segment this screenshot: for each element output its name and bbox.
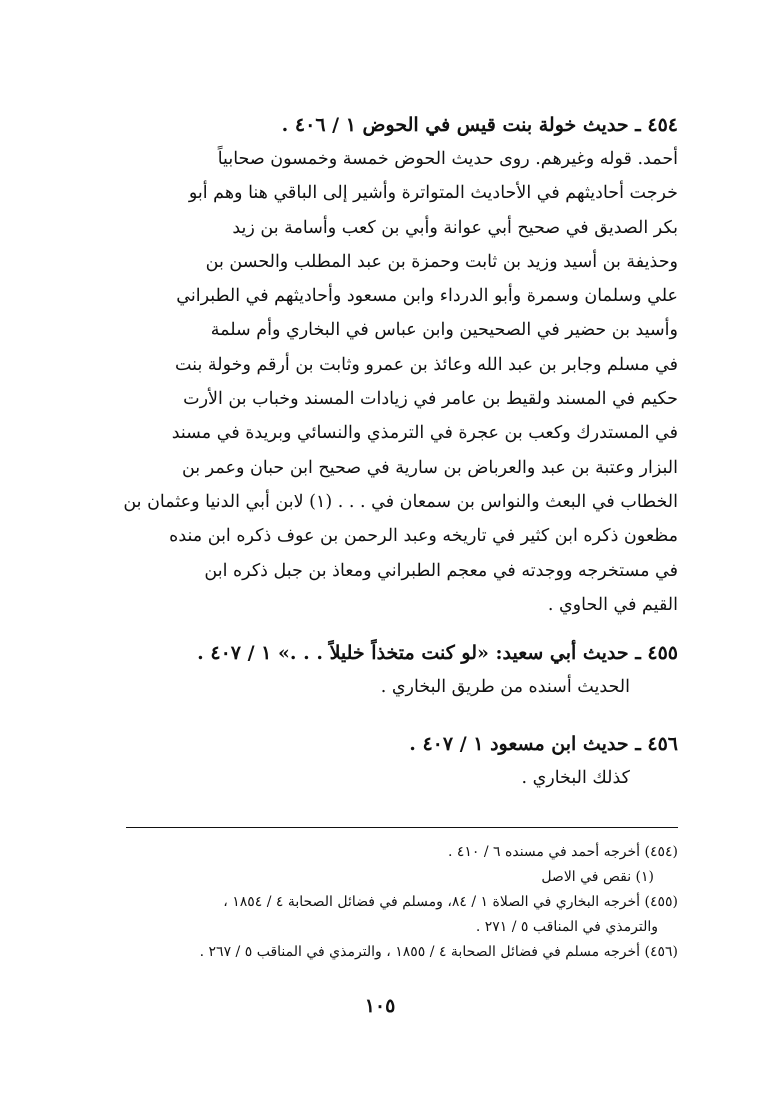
entry-line: في المستدرك وكعب بن عجرة في الترمذي والنسائي وبريدة في مسند (171, 423, 678, 444)
entry-heading: ٤٥٤ ـ حديث خولة بنت قيس في الحوض ١ / ٤٠٦ . (281, 114, 678, 136)
entry-line: الحديث أسنده من طريق البخاري . (380, 677, 630, 697)
entry-line: مظعون ذكره ابن كثير في تاريخه وعبد الرحمن بن عوف ذكره ابن منده (169, 526, 678, 547)
footnote: (١) نقص في الاصل (541, 869, 654, 885)
entry-line: حكيم في المسند ولقيط بن عامر في زيادات المسند وخباب بن الأرت (183, 389, 678, 410)
entry-line: أحمد. قوله وغيرهم. روى حديث الحوض خمسة وخمسون صحابياً (217, 149, 678, 169)
entry-455 (118, 636, 678, 704)
entry-line: القيم في الحاوي . (547, 594, 678, 615)
entry-line: البزار وعتبة بن عبد والعرباض بن سارية في صحيح ابن حبان وعمر بن (181, 457, 678, 478)
entry-line: الخطاب في البعث والنواس بن سمعان في . . . (١) لابن أبي الدنيا وعثمان بن (123, 491, 678, 512)
footnote-divider (126, 827, 678, 828)
entry-heading: ٤٥٦ ـ حديث ابن مسعود ١ / ٤٠٧ . (409, 733, 678, 755)
entry-heading: ٤٥٥ ـ حديث أبي سعيد: «لو كنت متخذاً خليلاً . . .» ١ / ٤٠٧ . (197, 642, 678, 664)
entry-line: كذلك البخاري . (521, 768, 630, 788)
entry-line: وحذيفة بن أسيد وزيد بن ثابت وحمزة بن عبد المطلب والحسن بن (205, 251, 678, 272)
entry-454 (118, 108, 678, 622)
entry-line: في مسلم وجابر بن عبد الله وعائذ بن عمرو وثابت بن أرقم وخولة بنت (174, 354, 678, 375)
page-number: ١٠٥ (364, 995, 396, 1017)
entry-line: بكر الصديق في صحيح أبي عوانة وأبي بن كعب وأسامة بن زيد (232, 217, 678, 238)
entry-line: خرجت أحاديثهم في الأحاديث المتواترة وأشير إلى الباقي هنا وهم أبو (188, 183, 678, 204)
footnote: (٤٥٥) أخرجه البخاري في الصلاة ١ / ٨٤، ومسلم في فضائل الصحابة ٤ / ١٨٥٤ ، (223, 894, 678, 910)
footnote: (٤٥٦) أخرجه مسلم في فضائل الصحابة ٤ / ١٨٥٥ ، والترمذي في المناقب ٥ / ٢٦٧ . (199, 944, 678, 960)
entry-line: في مستخرجه ووجدته في معجم الطبراني ومعاذ بن جبل ذكره ابن (204, 560, 678, 581)
footnotes (118, 840, 678, 965)
entry-456 (118, 727, 678, 795)
entry-line: علي وسلمان وسمرة وأبو الدرداء وابن مسعود وأحاديثهم في الطبراني (176, 286, 678, 307)
entry-line: وأسيد بن حضير في الصحيحين وابن عباس في البخاري وأم سلمة (210, 320, 678, 341)
footnote: والترمذي في المناقب ٥ / ٢٧١ . (475, 919, 658, 935)
footnote: (٤٥٤) أخرجه أحمد في مسنده ٦ / ٤١٠ . (447, 844, 678, 860)
